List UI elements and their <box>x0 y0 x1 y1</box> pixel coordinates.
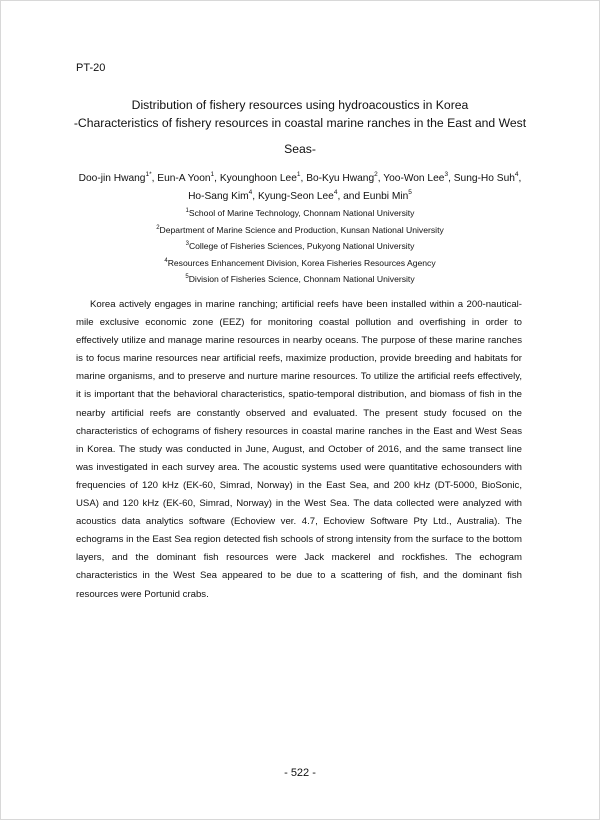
page-number: - 522 - <box>284 767 316 779</box>
affiliation: $^5$Division of Fisheries Science, Chonnam National University <box>185 274 415 284</box>
abstract-paragraph: Korea actively engages in marine ranching; artificial reefs have been installed within a 200-nautical-mile exclusive economic zone (EEZ) for monitoring coastal pollution and overfishing in order to effectively utilize and manage marine resources in nearby oceans. The purpose of these marine ranches is to focus marine resources near artificial reefs, maximize production, provide breeding and habitats for marine organisms, and to preserve and nurture marine resources. To utilize the artificial reefs effectively, it is important that the behavioral characteristics, spatio-temporal distribution, and biomass of fish in the nearby artificial reefs are constantly observed and evaluated. The present study focused on the characteristics of echograms of fishery resources in coastal marine ranches in the East and West Seas in Korea. The study was conducted in June, August, and October of 2016, and the same transect line was investigated in each survey area. The acoustic systems used were quantitative echosounders with frequencies of 120 kHz (EK-60, Simrad, Norway) in the East Sea, and 200 kHz (DT-5000, BioSonic, USA) and 120 kHz (EK-60, Simrad, Norway) in the West Sea. The data collected were analyzed with acoustics data analytics software (Echoview ver. 4.7, Echoview Software Pty Ltd., Australia). The echograms in the East Sea region detected fish schools of strong intensity from the surface to the bottom layers, and the dominant fish resources were Jack mackerel and rockfishes. The echogram characteristics in the West Sea appeared to be due to a scattering of fish, and the dominant fish resources were Portunid crabs. <box>76 299 522 600</box>
poster-code: PT-20 <box>76 62 106 74</box>
author: Kyounghoon Lee$^1$, <box>219 171 307 184</box>
affiliation-list <box>90 205 510 288</box>
author: Yoo-Won Lee$^3$, <box>383 171 454 184</box>
title-line-1: Distribution of fishery resources using hydroacoustics in Korea <box>131 98 469 112</box>
author: Doo-jin Hwang$^{1*}$, <box>78 171 158 184</box>
author: Eun-A Yoon$^1$, <box>157 171 220 184</box>
author-list <box>70 170 530 206</box>
affiliation: $^2$Department of Marine Science and Production, Kunsan National University <box>156 224 444 235</box>
author: Sung-Ho Suh$^4$, <box>453 171 522 184</box>
affiliation: $^4$Resources Enhancement Division, Korea Fisheries Resources Agency <box>164 257 436 268</box>
author: Kyung-Seon Lee$^4$, and <box>257 189 363 202</box>
title-line-2: -Characteristics of fishery resources in coastal marine ranches in the East and West <box>73 116 527 130</box>
title-line-3: Seas- <box>284 142 316 156</box>
author: Ho-Sang Kim$^4$, <box>188 189 258 202</box>
author: Eunbi Min$^5$ <box>362 189 412 202</box>
affiliation: $^1$School of Marine Technology, Chonnam National University <box>185 208 415 218</box>
author: Bo-Kyu Hwang$^2$, <box>306 171 384 184</box>
paper-title <box>60 96 540 158</box>
affiliation: $^3$College of Fisheries Sciences, Pukyong National University <box>185 241 415 251</box>
